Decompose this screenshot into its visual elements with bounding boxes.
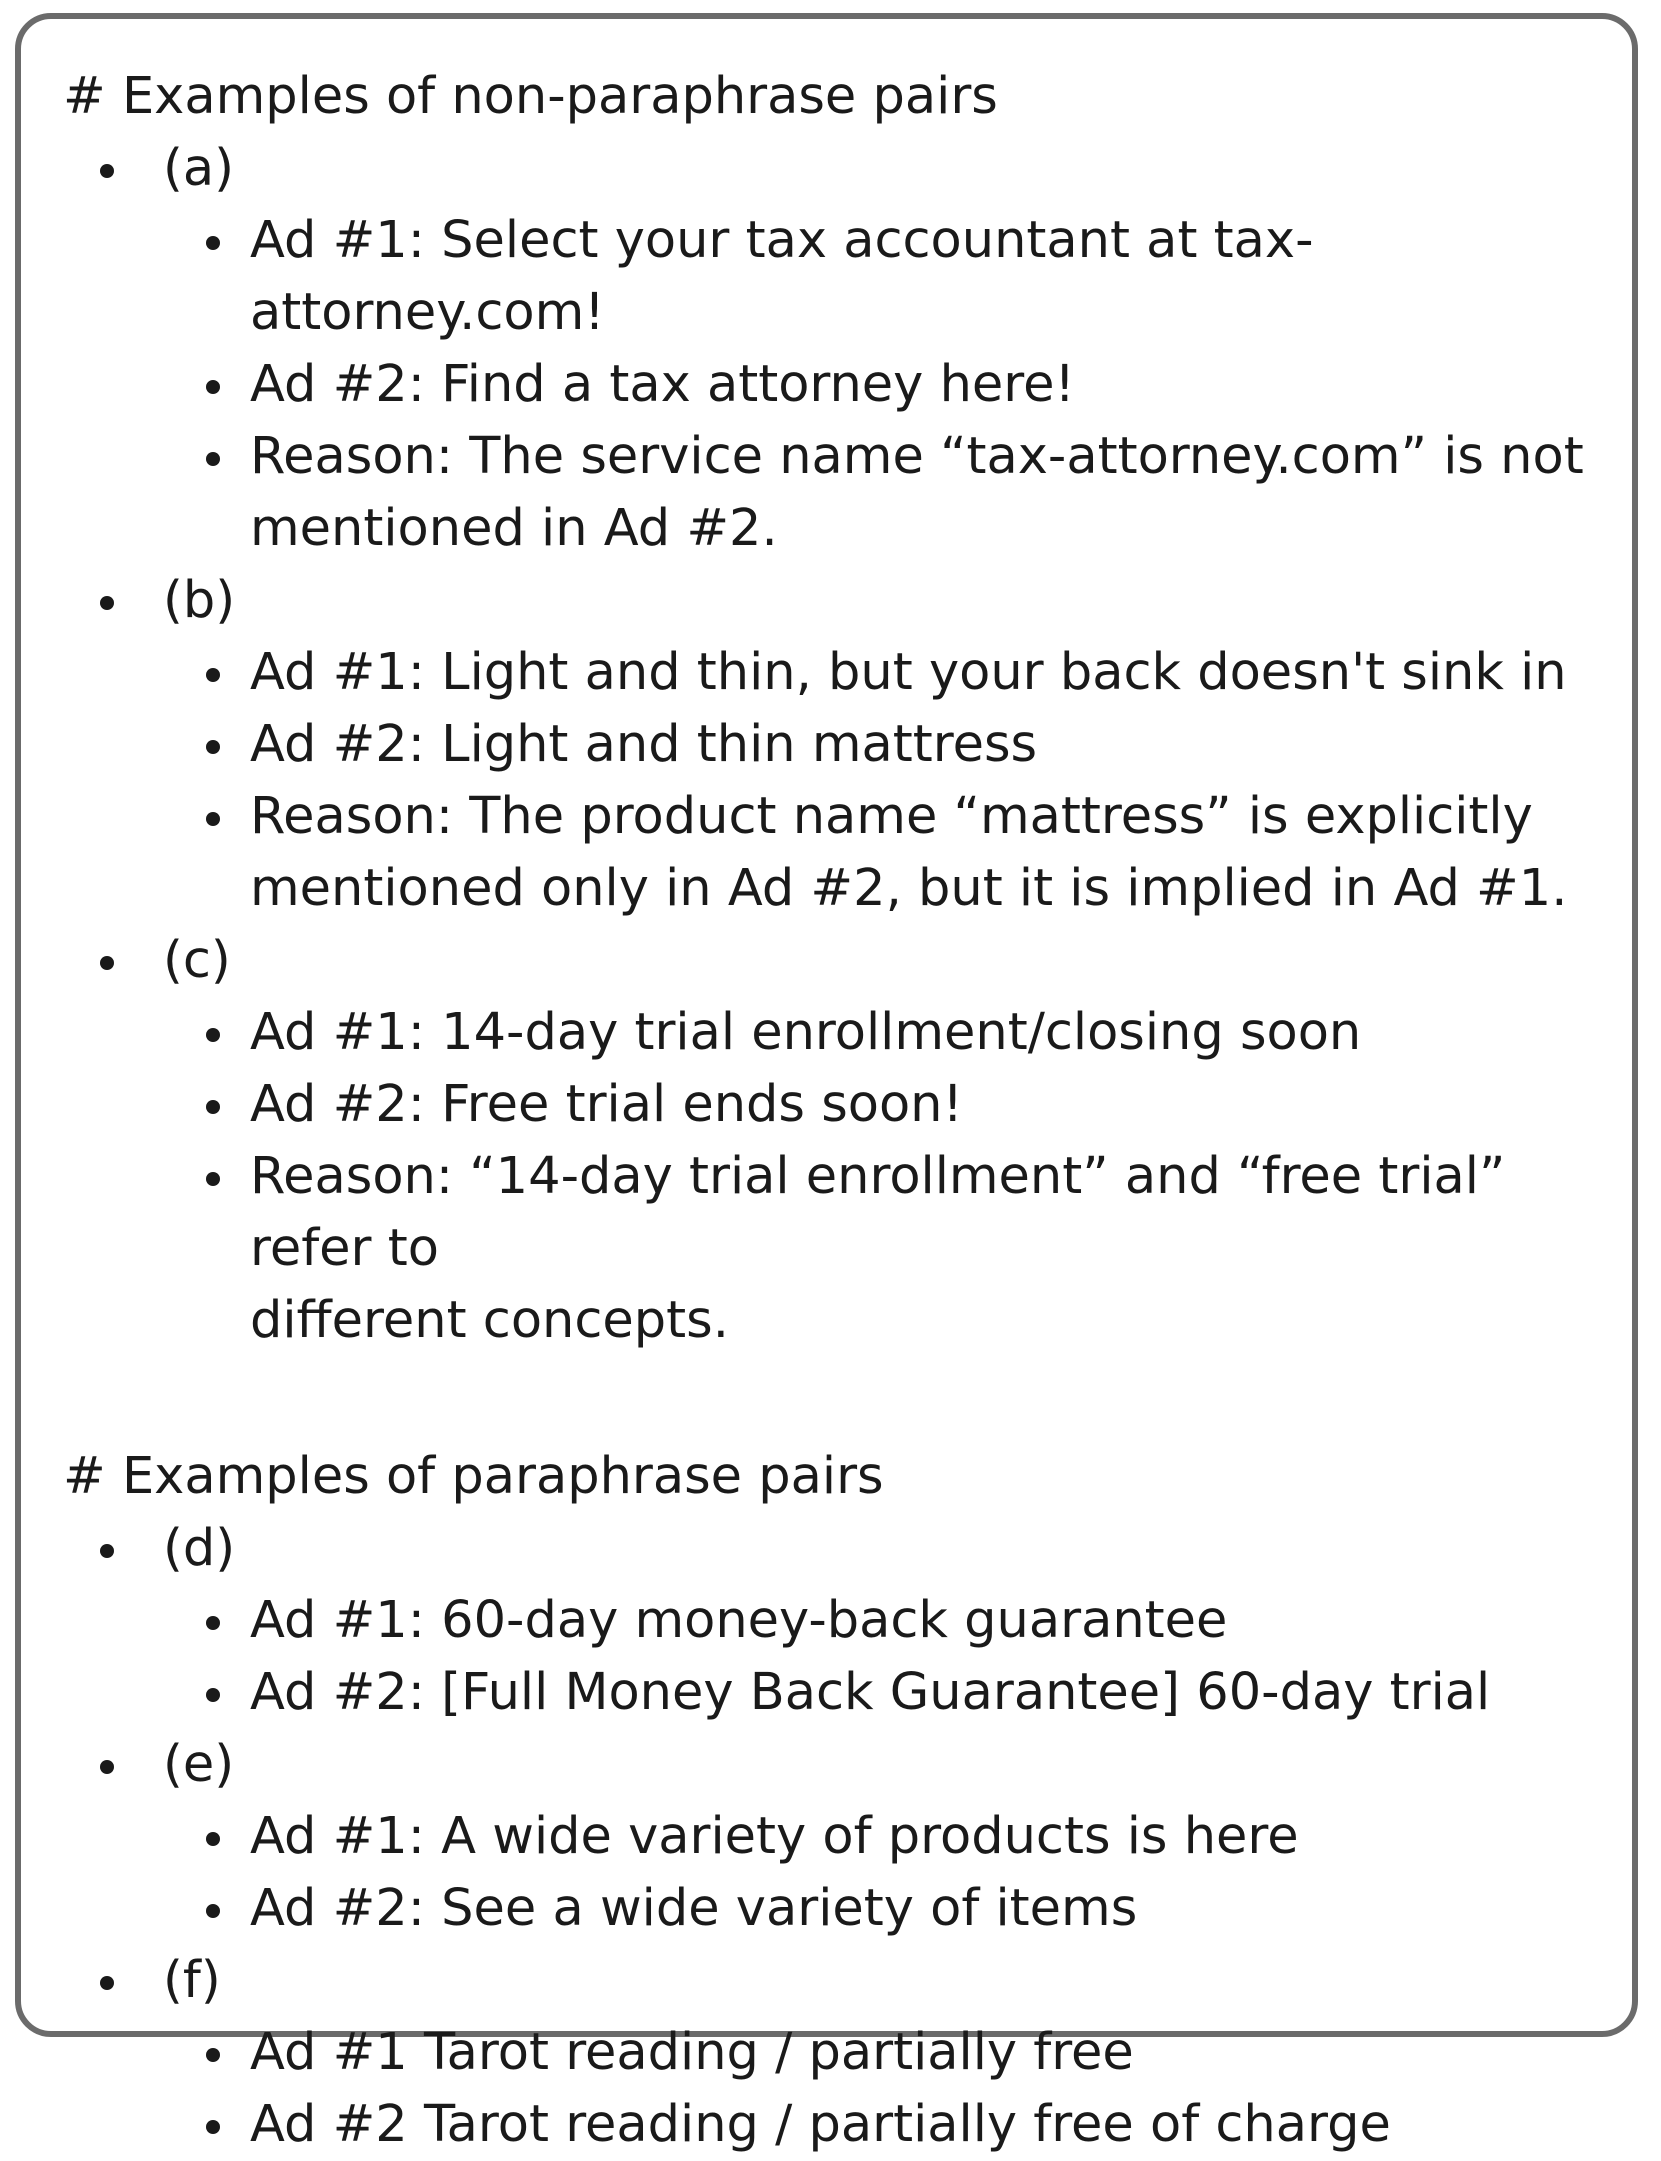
example-list xyxy=(63,133,1602,1357)
example-label: (d) xyxy=(163,1513,1602,1585)
example-items xyxy=(163,1801,1602,1945)
ad-1-text: Ad #1: 60-day money-back guarantee xyxy=(250,1591,1228,1650)
ad-1-text: Ad #1: Select your tax accountant at tax-attorney.com! xyxy=(250,211,1314,342)
list-item xyxy=(163,997,1602,1069)
list-item xyxy=(163,2089,1602,2161)
list-item xyxy=(163,1069,1602,1141)
example-label: (f) xyxy=(163,1945,1602,2017)
ad-1-text: Ad #1 Tarot reading / partially free xyxy=(250,2023,1134,2082)
list-item xyxy=(163,1801,1602,1873)
list-item xyxy=(163,1585,1602,1657)
ad-2-text: Ad #2: Light and thin mattress xyxy=(250,715,1038,774)
examples-content xyxy=(63,61,1602,2161)
list-item xyxy=(163,205,1602,349)
list-item xyxy=(163,349,1602,421)
example-items xyxy=(163,637,1602,925)
reason-text: Reason: “14-day trial enrollment” and “free trial” refer to different concepts. xyxy=(250,1147,1506,1350)
ad-2-text: Ad #2: [Full Money Back Guarantee] 60-day trial xyxy=(250,1663,1491,1722)
list-item xyxy=(163,1873,1602,1945)
section-spacer xyxy=(63,1357,1602,1441)
list-item xyxy=(163,2017,1602,2089)
example-group-b xyxy=(63,565,1602,925)
example-items xyxy=(163,997,1602,1357)
example-label: (a) xyxy=(163,133,1602,205)
example-list xyxy=(63,1513,1602,2161)
ad-1-text: Ad #1: A wide variety of products is here xyxy=(250,1807,1299,1866)
example-group-f xyxy=(63,1945,1602,2161)
example-group-a xyxy=(63,133,1602,565)
section-heading: # Examples of non-paraphrase pairs xyxy=(63,67,998,126)
reason-text: Reason: The product name “mattress” is explicitly mentioned only in Ad #2, but it is implied in Ad #1. xyxy=(250,787,1568,918)
examples-panel xyxy=(15,13,1638,2154)
list-item xyxy=(163,709,1602,781)
list-item xyxy=(163,1657,1602,1729)
example-label: (b) xyxy=(163,565,1602,637)
ad-2-text: Ad #2: Free trial ends soon! xyxy=(250,1075,963,1134)
list-item xyxy=(163,637,1602,709)
example-group-d xyxy=(63,1513,1602,1729)
list-item xyxy=(163,1141,1602,1357)
section-non-paraphrase xyxy=(63,61,1602,1357)
section-heading: # Examples of paraphrase pairs xyxy=(63,1447,884,1506)
example-label: (e) xyxy=(163,1729,1602,1801)
example-group-c xyxy=(63,925,1602,1357)
example-label: (c) xyxy=(163,925,1602,997)
ad-1-text: Ad #1: 14-day trial enrollment/closing soon xyxy=(250,1003,1362,1062)
reason-text: Reason: The service name “tax-attorney.com” is not mentioned in Ad #2. xyxy=(250,427,1584,558)
list-item xyxy=(163,421,1602,565)
example-items xyxy=(163,1585,1602,1729)
ad-2-text: Ad #2: Find a tax attorney here! xyxy=(250,355,1075,414)
ad-1-text: Ad #1: Light and thin, but your back doesn't sink in xyxy=(250,643,1567,702)
ad-2-text: Ad #2: See a wide variety of items xyxy=(250,1879,1138,1938)
example-items xyxy=(163,205,1602,565)
list-item xyxy=(163,781,1602,925)
ad-2-text: Ad #2 Tarot reading / partially free of charge xyxy=(250,2095,1391,2154)
section-paraphrase xyxy=(63,1441,1602,2161)
example-group-e xyxy=(63,1729,1602,1945)
example-items xyxy=(163,2017,1602,2161)
